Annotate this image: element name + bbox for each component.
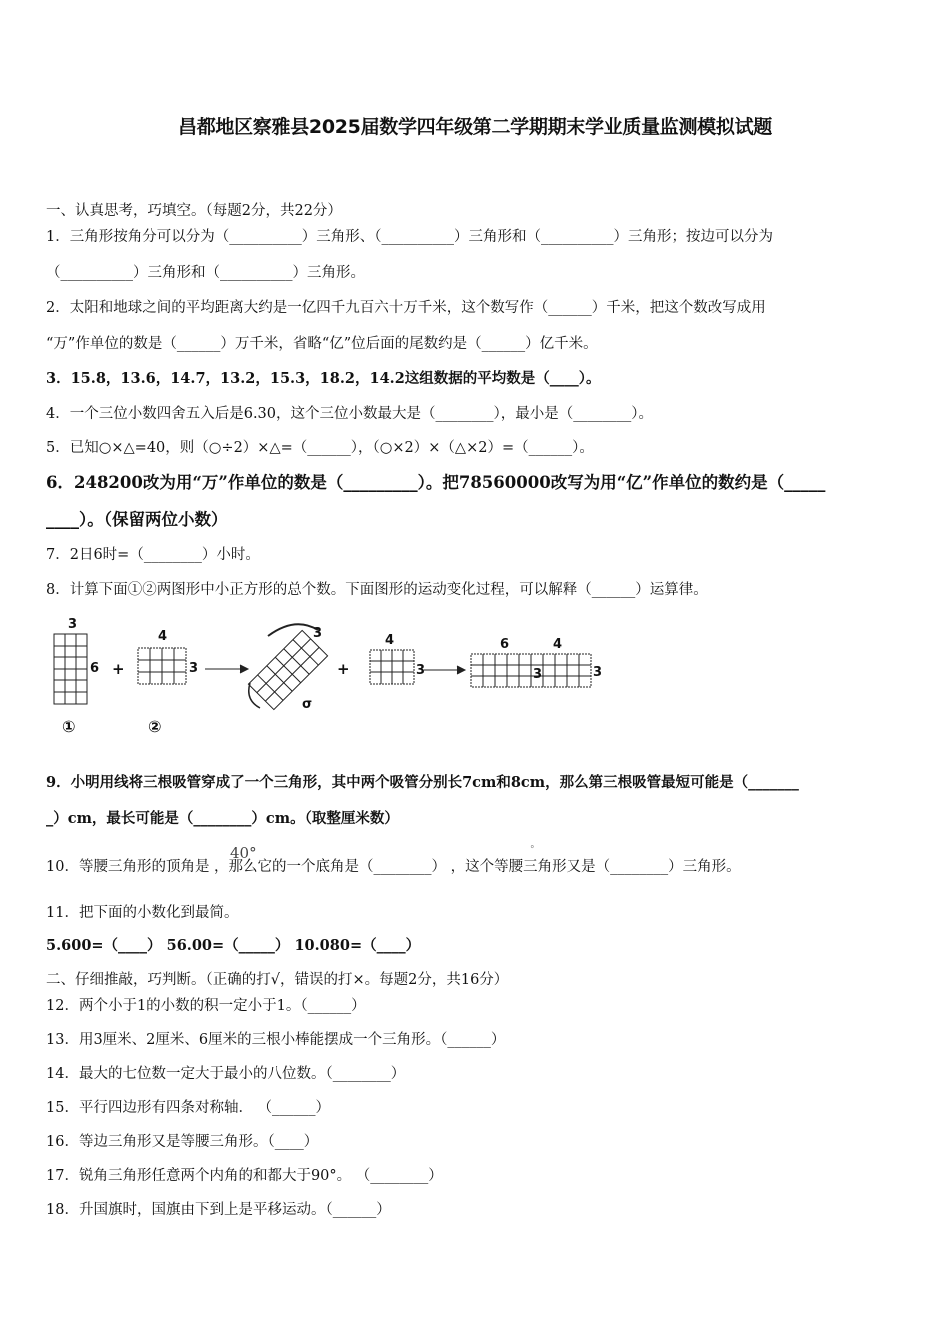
fig-label: 6 xyxy=(500,637,510,652)
question-9-line-1: 9．小明用线将三根吸管穿成了一个三角形，其中两个吸管分别长7cm和8cm，那么第三根吸管最短可能是（_______ xyxy=(46,774,799,791)
fig-label: 4 xyxy=(158,629,168,644)
rotation-arrow-top xyxy=(268,624,318,636)
question-8: 8．计算下面①②两图形中小正方形的总个数。下面图形的运动变化过程，可以解释（______）运算律。 xyxy=(46,582,708,598)
question-7: 7．2日6时=（________）小时。 xyxy=(46,547,260,563)
question-6-line-1: 6．248200改为用“万”作单位的数是（_________）。把78560000改写为用“亿”作单位的数约是（_____ xyxy=(46,473,826,492)
question-5: 5．已知○×△=40，则（○÷2）×△=（______），（○×2）×（△×2）=（______）。 xyxy=(46,440,594,456)
question-11: 11．把下面的小数化到最简。 xyxy=(46,905,239,921)
fig-label: 3 xyxy=(416,663,426,678)
grid-figure-2 xyxy=(138,648,186,684)
page-title: 昌都地区察雅县2025届数学四年级第二学期期末学业质量监测模拟试题 xyxy=(178,116,772,138)
question-3: 3．15.8，13.6，14.7，13.2，15.3，18.2，14.2这组数据的平均数是（____）。 xyxy=(46,370,601,387)
question-13: 13．用3厘米、2厘米、6厘米的三根小棒能摆成一个三角形。（______） xyxy=(46,1032,506,1048)
fig-label: 3 xyxy=(189,661,199,676)
fig-label-circle-2: ② xyxy=(148,717,162,736)
arrow-1-head xyxy=(240,665,248,673)
question-15: 15．平行四边形有四条对称轴． （______） xyxy=(46,1100,331,1116)
arrow-2-head xyxy=(457,666,465,674)
fig-label: 3 xyxy=(313,626,323,641)
question-10: 10．等腰三角形的顶角是 ，那么它的一个底角是（________） ，这个等腰三角形又是（________）三角形。 xyxy=(46,859,741,875)
plus-sign: + xyxy=(112,660,125,678)
plus-sign: + xyxy=(337,660,350,678)
question-4: 4．一个三位小数四舍五入后是6.30，这个三位小数最大是（________），最小是（________）。 xyxy=(46,406,654,422)
degree-mark: ° xyxy=(530,845,535,855)
question-14: 14．最大的七位数一定大于最小的八位数。（________） xyxy=(46,1066,406,1082)
question-17: 17．锐角三角形任意两个内角的和都大于90°。 （________） xyxy=(46,1168,443,1184)
question-18: 18．升国旗时，国旗由下到上是平移运动。（______） xyxy=(46,1202,391,1218)
question-11-values: 5.600=（____） 56.00=（_____） 10.080=（____） xyxy=(46,937,421,954)
fig-label: 3 xyxy=(593,665,603,680)
fig-label: 3 xyxy=(533,667,543,682)
fig-label: 4 xyxy=(385,633,395,648)
question-16: 16．等边三角形又是等腰三角形。（____） xyxy=(46,1134,319,1150)
question-1-line-2: （__________）三角形和（__________）三角形。 xyxy=(46,265,365,281)
question-9-line-2: _）cm，最长可能是（________）cm。（取整厘米数） xyxy=(46,810,399,827)
rotated-grid xyxy=(248,630,327,709)
angle-40-degrees: 40° xyxy=(230,844,257,862)
grid-figure-1 xyxy=(54,634,87,704)
section1-heading: 一、认真思考，巧填空。（每题2分，共22分） xyxy=(46,203,342,219)
question-8-figure xyxy=(40,608,620,743)
grid-figure-3 xyxy=(370,650,414,684)
fig-label-circle-1: ① xyxy=(62,717,76,736)
fig-label: 3 xyxy=(68,617,78,632)
fig-label: σ xyxy=(302,697,313,712)
question-2-line-2: “万”作单位的数是（______）万千米，省略“亿”位后面的尾数约是（______）亿千米。 xyxy=(46,336,598,352)
combined-grid xyxy=(471,654,591,687)
question-1-line-1: 1．三角形按角分可以分为（__________）三角形、（__________）三角形和（__________）三角形；按边可以分为 xyxy=(46,229,773,245)
question-6-line-2: ____）。（保留两位小数） xyxy=(46,510,228,529)
section2-heading: 二、仔细推敲，巧判断。（正确的打√，错误的打×。每题2分，共16分） xyxy=(46,972,509,988)
question-12: 12．两个小于1的小数的积一定小于1。（______） xyxy=(46,998,366,1014)
question-2-line-1: 2．太阳和地球之间的平均距离大约是一亿四千九百六十万千米，这个数写作（______）千米，把这个数改写成用 xyxy=(46,300,766,316)
fig-label: 6 xyxy=(90,661,100,676)
fig-label: 4 xyxy=(553,637,563,652)
